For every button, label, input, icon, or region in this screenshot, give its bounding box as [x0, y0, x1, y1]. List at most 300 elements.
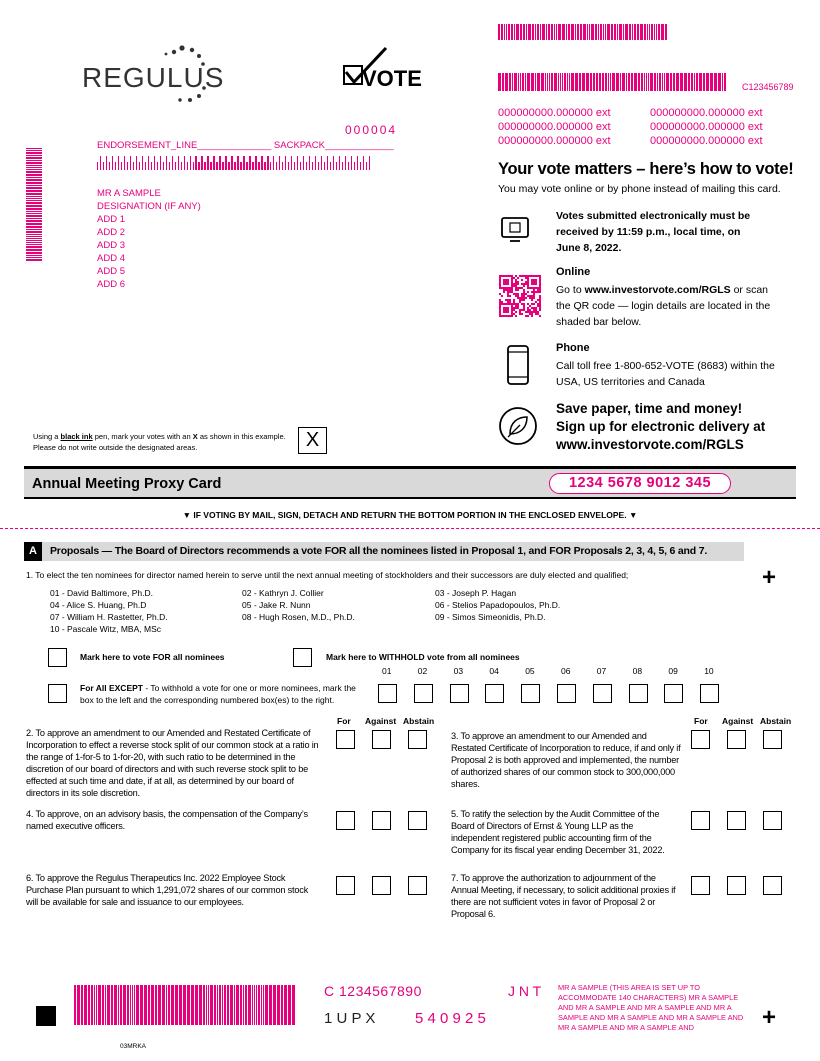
barcode-bar — [583, 24, 586, 40]
barcode-bar — [670, 73, 672, 91]
barcode-bar — [318, 162, 319, 170]
barcode-bar — [654, 73, 656, 91]
for-checkbox[interactable] — [336, 730, 355, 749]
barcode-bar — [724, 73, 726, 91]
barcode-bar — [151, 985, 154, 1025]
barcode-bar — [175, 162, 176, 170]
barcode-bar — [520, 24, 522, 40]
against-checkbox[interactable] — [727, 876, 746, 895]
barcode-bar — [309, 156, 310, 170]
barcode-bar — [511, 24, 513, 40]
nominee-number-label: 08 — [632, 666, 643, 676]
barcode-bar — [91, 985, 93, 1025]
barcode-bar — [625, 24, 628, 40]
address-line: ADD 4 — [97, 253, 125, 264]
barcode-bar — [249, 156, 250, 170]
barcode-bar — [527, 73, 530, 91]
barcode-bar — [684, 73, 687, 91]
proxy-number: 1234 5678 9012 345 — [549, 473, 731, 494]
against-checkbox[interactable] — [372, 730, 391, 749]
barcode-bar — [98, 985, 101, 1025]
nominee-checkbox[interactable] — [700, 684, 719, 703]
barcode-bar — [26, 240, 42, 241]
barcode-bar — [661, 24, 664, 40]
barcode-bar — [607, 24, 610, 40]
barcode-bar — [345, 156, 346, 170]
paper-url-link[interactable]: www.investorvote.com/RGLS — [556, 437, 744, 452]
barcode-bar — [195, 985, 198, 1025]
address-line: MR A SAMPLE — [97, 188, 161, 199]
barcode-bar — [26, 257, 42, 258]
barcode-bar — [599, 73, 601, 91]
proposal-2-text: 2. To approve an amendment to our Amended and Restated Certificate of Incorporation to effect a reverse stock split of our common stock at a ratio in the range of 1-for-5 to 1-for-20, with such ratio to be determined in the discretion of our board of directors and with such reverse stock split to be effected at such time and date, if at all, as determined by our board of directors in its sole discretion. — [26, 728, 319, 798]
barcode-bar — [157, 162, 158, 170]
barcode-bar — [26, 190, 42, 192]
barcode-bar — [26, 196, 42, 197]
barcode-bar — [130, 985, 131, 1025]
vote-subheading: You may vote online or by phone instead of mailing this card. — [498, 183, 781, 195]
barcode-bar — [118, 156, 119, 170]
barcode-bar — [26, 169, 42, 170]
nominee-number-label: 02 — [417, 666, 428, 676]
barcode-bar — [187, 985, 190, 1025]
ext-line: 000000000.000000 ext — [498, 121, 611, 133]
nominee-number-label: 01 — [382, 666, 392, 676]
barcode-bar — [172, 156, 173, 170]
address-line: ADD 1 — [97, 214, 125, 225]
vote-all-label: Mark here to vote FOR all nominees — [80, 652, 225, 662]
barcode-bar — [26, 249, 42, 251]
nominee-checkbox[interactable] — [450, 684, 469, 703]
barcode-bar — [545, 73, 546, 91]
barcode-bar — [106, 156, 107, 170]
withhold-checkbox[interactable] — [293, 648, 312, 672]
barcode-bar — [641, 73, 643, 91]
nominee-checkbox[interactable] — [664, 684, 683, 703]
barcode-bar — [214, 985, 216, 1025]
barcode-bar — [603, 24, 604, 40]
barcode-bar — [300, 162, 301, 170]
footer-code-1: C 1234567890 — [324, 983, 422, 999]
barcode-bar — [245, 985, 247, 1025]
online-text — [556, 282, 776, 330]
phone-icon — [506, 344, 530, 391]
nominee-checkbox[interactable] — [629, 684, 648, 703]
barcode-bar — [127, 162, 128, 170]
barcode-bar — [123, 985, 126, 1025]
barcode-bar — [718, 73, 721, 91]
barcode-bar — [638, 73, 640, 91]
barcode-bar — [285, 156, 286, 170]
abstain-checkbox[interactable] — [763, 730, 782, 749]
barcode-bar — [664, 73, 665, 91]
barcode-bar — [270, 162, 271, 170]
barcode-bar — [258, 985, 260, 1025]
barcode-bar — [102, 985, 104, 1025]
barcode-bar — [26, 208, 42, 210]
barcode-bar — [498, 24, 500, 40]
barcode-bar — [252, 985, 253, 1025]
barcode-bar — [213, 156, 214, 170]
barcode-bar — [162, 985, 165, 1025]
barcode-bar — [26, 200, 42, 201]
barcode-bar — [258, 162, 259, 170]
barcode-bar — [120, 985, 122, 1025]
barcode-bar — [26, 215, 42, 217]
barcode-bar — [181, 162, 182, 170]
barcode-bar — [190, 156, 191, 170]
barcode-bar — [26, 193, 42, 195]
except-checkbox[interactable] — [48, 684, 67, 708]
barcode-bar — [587, 24, 588, 40]
barcode-bar — [230, 985, 233, 1025]
against-checkbox[interactable] — [372, 876, 391, 895]
barcode-bar — [658, 24, 660, 40]
barcode-bar — [115, 162, 116, 170]
barcode-bar — [237, 156, 238, 170]
barcode-bar — [333, 156, 334, 170]
barcode-bar — [26, 174, 42, 176]
barcode-bar — [348, 162, 349, 170]
barcode-bar — [676, 73, 679, 91]
barcode-bar — [248, 985, 251, 1025]
barcode-bar — [234, 162, 235, 170]
barcode-bar — [208, 985, 209, 1025]
nominee-checkbox[interactable] — [593, 684, 612, 703]
for-checkbox[interactable] — [336, 811, 355, 830]
barcode-bar — [148, 985, 150, 1025]
barcode-bar — [525, 73, 526, 91]
barcode-bar — [504, 24, 505, 40]
instr-post2: as shown in this example. — [199, 432, 286, 441]
online-url-link[interactable]: www.investorvote.com/RGLS — [584, 284, 731, 296]
barcode-bar — [179, 985, 182, 1025]
barcode-bar — [155, 985, 157, 1025]
address-line: ADD 6 — [97, 279, 125, 290]
nominee-number-label: 10 — [704, 666, 714, 676]
against-checkbox[interactable] — [727, 811, 746, 830]
nominee-list — [50, 587, 610, 635]
detach-instructions: ▼ IF VOTING BY MAIL, SIGN, DETACH AND RETURN THE BOTTOM PORTION IN THE ENCLOSED ENVELOPE. ▼ — [182, 510, 638, 520]
nominee-checkbox[interactable] — [378, 684, 397, 703]
nominee-number-boxes — [378, 666, 728, 706]
abstain-checkbox[interactable] — [763, 876, 782, 895]
barcode-bar — [210, 162, 211, 170]
vote-all-checkbox[interactable] — [48, 648, 67, 672]
barcode-bar — [140, 985, 143, 1025]
barcode-bar — [207, 156, 208, 170]
except-desc: - To withhold a vote for one or more nominees, mark the box to the left and the corresponding numbered box(es) to the right. — [80, 683, 356, 705]
barcode-bar — [315, 156, 316, 170]
footer-barcode — [74, 985, 306, 1025]
barcode-bar — [554, 73, 557, 91]
barcode-bar — [691, 73, 693, 91]
barcode-bar — [535, 24, 536, 40]
instr-x: X — [192, 432, 198, 441]
barcode-bar — [291, 156, 292, 170]
barcode-bar — [269, 985, 272, 1025]
vote-text: VOTE — [362, 66, 422, 91]
barcode-bar — [279, 156, 280, 170]
abstain-checkbox[interactable] — [763, 811, 782, 830]
barcode-bar — [210, 985, 213, 1025]
proposal-3-text: 3. To approve an amendment to our Amended and Restated Certificate of Incorporation to reduce, if and only if Proposal 2 is both approved and implemented, the number of authorized shares of our common stock to 300,000,000 shares. — [451, 731, 681, 789]
vote-heading: Your vote matters – here’s how to vote! — [498, 160, 794, 178]
barcode-bar — [240, 162, 241, 170]
form-code: 03MRKA — [120, 1043, 147, 1050]
proposal-1-text: 1. To elect the ten nominees for director named herein to serve until the next annual meeting of stockholders and their successors are duly elected and qualified; — [26, 570, 629, 580]
for-checkbox[interactable] — [691, 730, 710, 749]
barcode-bar — [222, 162, 223, 170]
section-a-bar — [24, 542, 744, 561]
barcode-bar — [26, 165, 42, 166]
withhold-label: Mark here to WITHHOLD vote from all nominees — [326, 652, 520, 662]
ink-instructions — [33, 431, 286, 453]
barcode-bar — [526, 24, 527, 40]
nominee-number-label: 04 — [489, 666, 499, 676]
barcode-bar — [243, 156, 244, 170]
barcode-bar — [589, 24, 590, 40]
barcode-bar — [546, 24, 547, 40]
footer-code-2: 1 U P X — [324, 1010, 376, 1027]
abstain-checkbox[interactable] — [408, 876, 427, 895]
address-line: ADD 5 — [97, 266, 125, 277]
barcode-bar — [357, 156, 358, 170]
barcode-bar — [26, 177, 42, 178]
barcode-bar — [26, 238, 42, 239]
barcode-bar — [369, 156, 370, 170]
tear-line — [0, 528, 820, 529]
barcode-bar — [514, 73, 517, 91]
barcode-bar — [330, 162, 331, 170]
leaf-icon — [498, 406, 538, 451]
barcode-bar — [26, 182, 42, 184]
barcode-bar — [551, 24, 553, 40]
barcode-bar — [605, 24, 606, 40]
barcode-bar — [620, 73, 621, 91]
barcode-bar — [520, 73, 521, 91]
for-checkbox[interactable] — [691, 876, 710, 895]
barcode-bar — [127, 985, 129, 1025]
barcode-bar — [26, 155, 42, 156]
abstain-checkbox[interactable] — [408, 811, 427, 830]
proxy-bar — [24, 466, 796, 499]
nominee-item: 08 - Hugh Rosen, M.D., Ph.D. — [242, 612, 355, 622]
barcode-bar — [26, 150, 42, 151]
barcode-bar — [121, 162, 122, 170]
barcode-bar — [198, 162, 199, 170]
abstain-checkbox[interactable] — [408, 730, 427, 749]
address-block — [97, 187, 201, 291]
barcode-bar — [264, 162, 265, 170]
barcode-bar — [267, 156, 268, 170]
barcode-bar — [204, 162, 205, 170]
barcode-bar — [657, 73, 658, 91]
nominee-item: 07 - William H. Rastetter, Ph.D. — [50, 612, 168, 622]
barcode-bar — [706, 73, 709, 91]
barcode-bar — [282, 162, 283, 170]
barcode-bar — [26, 252, 42, 254]
barcode-bar — [154, 156, 155, 170]
barcode-bar — [276, 162, 277, 170]
barcode-bar — [26, 223, 42, 225]
barcode-bar — [614, 24, 616, 40]
barcode-bar — [107, 985, 110, 1025]
barcode-bar — [145, 162, 146, 170]
nominee-checkbox[interactable] — [521, 684, 540, 703]
barcode-bar — [596, 73, 598, 91]
barcode-bar — [537, 73, 540, 91]
nominee-number-label: 03 — [453, 666, 464, 676]
nominee-checkbox[interactable] — [414, 684, 433, 703]
ext-line: 000000000.000000 ext — [650, 107, 763, 119]
barcode-bar — [261, 985, 262, 1025]
barcode-bar — [339, 156, 340, 170]
nominee-item: 05 - Jake R. Nunn — [242, 600, 311, 610]
barcode-bar — [665, 24, 667, 40]
barcode-bar — [225, 156, 226, 170]
barcode-bar — [273, 156, 274, 170]
barcode-bar — [222, 985, 223, 1025]
against-checkbox[interactable] — [372, 811, 391, 830]
barcode-bar — [84, 985, 87, 1025]
barcode-bar — [26, 187, 42, 189]
barcode-bar — [168, 985, 170, 1025]
paper-line-1: Save paper, time and money! — [556, 401, 743, 416]
for-checkbox[interactable] — [336, 876, 355, 895]
barcode-bar — [195, 156, 196, 170]
barcode-bar — [571, 73, 574, 91]
barcode-bar — [535, 73, 536, 91]
barcode-bar — [26, 213, 42, 214]
barcode-bar — [580, 24, 582, 40]
barcode-bar — [342, 162, 343, 170]
barcode-bar — [297, 156, 298, 170]
address-line: ADD 3 — [97, 240, 125, 251]
barcode-bar — [77, 985, 80, 1025]
barcode-bar — [26, 198, 42, 199]
barcode-bar — [206, 985, 207, 1025]
ext-line: 000000000.000000 ext — [650, 135, 763, 147]
barcode-bar — [26, 236, 42, 237]
barcode-bar — [183, 985, 186, 1025]
barcode-bar — [166, 156, 167, 170]
instr-line-2: Please do not write outside the designated areas. — [33, 443, 198, 452]
barcode-bar — [199, 985, 202, 1025]
barcode-bar — [551, 73, 553, 91]
barcode-bar — [273, 985, 276, 1025]
barcode-bar — [231, 156, 232, 170]
barcode-bar — [351, 156, 352, 170]
ext-lines — [498, 106, 798, 148]
plus-mark-icon: + — [762, 564, 777, 591]
computer-icon — [500, 214, 530, 249]
address-line: DESIGNATION (IF ANY) — [97, 201, 201, 212]
section-title: Proposals — The Board of Directors recommends a vote FOR all the nominees listed in Proposal 1, and FOR Proposals 2, 3, 4, 5, 6 and 7. — [50, 545, 708, 557]
barcode-bar — [556, 24, 557, 40]
nominee-checkbox[interactable] — [485, 684, 504, 703]
against-checkbox[interactable] — [727, 730, 746, 749]
plus-mark-bottom-icon: + — [762, 1004, 777, 1031]
barcode-bar — [26, 205, 42, 207]
barcode-bar — [591, 24, 594, 40]
barcode-bar — [256, 985, 257, 1025]
barcode-bar — [252, 162, 253, 170]
barcode-bar — [236, 985, 239, 1025]
barcode-bar — [558, 24, 561, 40]
barcode-bar — [178, 156, 179, 170]
barcode-bar — [647, 24, 648, 40]
barcode-bar — [124, 156, 125, 170]
qr-code-icon — [499, 275, 541, 322]
barcode-bar — [569, 73, 570, 91]
barcode-bar — [710, 73, 713, 91]
section-letter: A — [24, 542, 42, 561]
barcode-bar — [558, 73, 559, 91]
barcode-bar — [148, 156, 149, 170]
barcode-bar — [303, 156, 304, 170]
barcode-bar — [26, 231, 42, 233]
barcode-bar — [142, 156, 143, 170]
barcode-bar — [680, 73, 683, 91]
barcode-bar — [598, 24, 599, 40]
barcode-bar — [540, 24, 541, 40]
barcode-bar — [26, 255, 42, 256]
nominee-item: 06 - Stelios Papadopoulos, Ph.D. — [435, 600, 561, 610]
instr-ink: black ink — [60, 432, 93, 441]
nominee-item: 02 - Kathryn J. Collier — [242, 588, 324, 598]
for-checkbox[interactable] — [691, 811, 710, 830]
barcode-bar — [610, 73, 611, 91]
barcode-bar — [650, 73, 653, 91]
barcode-bar — [531, 73, 534, 91]
nominee-item: 10 - Pascale Witz, MBA, MSc — [50, 624, 161, 634]
nominee-checkbox[interactable] — [557, 684, 576, 703]
proxy-title: Annual Meeting Proxy Card — [32, 476, 222, 492]
barcode-bar — [246, 162, 247, 170]
barcode-bar — [284, 985, 287, 1025]
footer-code-3: 5 4 0 9 2 5 — [415, 1010, 486, 1027]
online-post: or scan the QR code — login details are located in the shaded bar below. — [556, 284, 771, 328]
control-barcode — [498, 73, 732, 91]
barcode-bar — [261, 156, 262, 170]
barcode-bar — [81, 985, 83, 1025]
barcode-bar — [109, 162, 110, 170]
barcode-bar — [648, 73, 649, 91]
barcode-bar — [171, 985, 174, 1025]
barcode-bar — [673, 73, 675, 91]
barcode-bar — [608, 73, 609, 91]
barcode-bar — [554, 24, 555, 40]
barcode-bar — [292, 985, 295, 1025]
barcode-bar — [575, 24, 576, 40]
barcode-bar — [562, 73, 563, 91]
barcode-bar — [631, 73, 633, 91]
barcode-bar — [714, 73, 717, 91]
corner-square — [36, 1006, 56, 1026]
barcode-bar — [646, 73, 647, 91]
barcode-bar — [26, 167, 42, 168]
barcode-bar — [568, 24, 570, 40]
top-barcode — [498, 24, 684, 40]
barcode-bar — [103, 162, 104, 170]
barcode-bar — [649, 24, 650, 40]
barcode-bar — [169, 162, 170, 170]
barcode-bar — [656, 24, 657, 40]
barcode-bar — [191, 985, 194, 1025]
barcode-bar — [654, 24, 655, 40]
barcode-bar — [548, 24, 550, 40]
